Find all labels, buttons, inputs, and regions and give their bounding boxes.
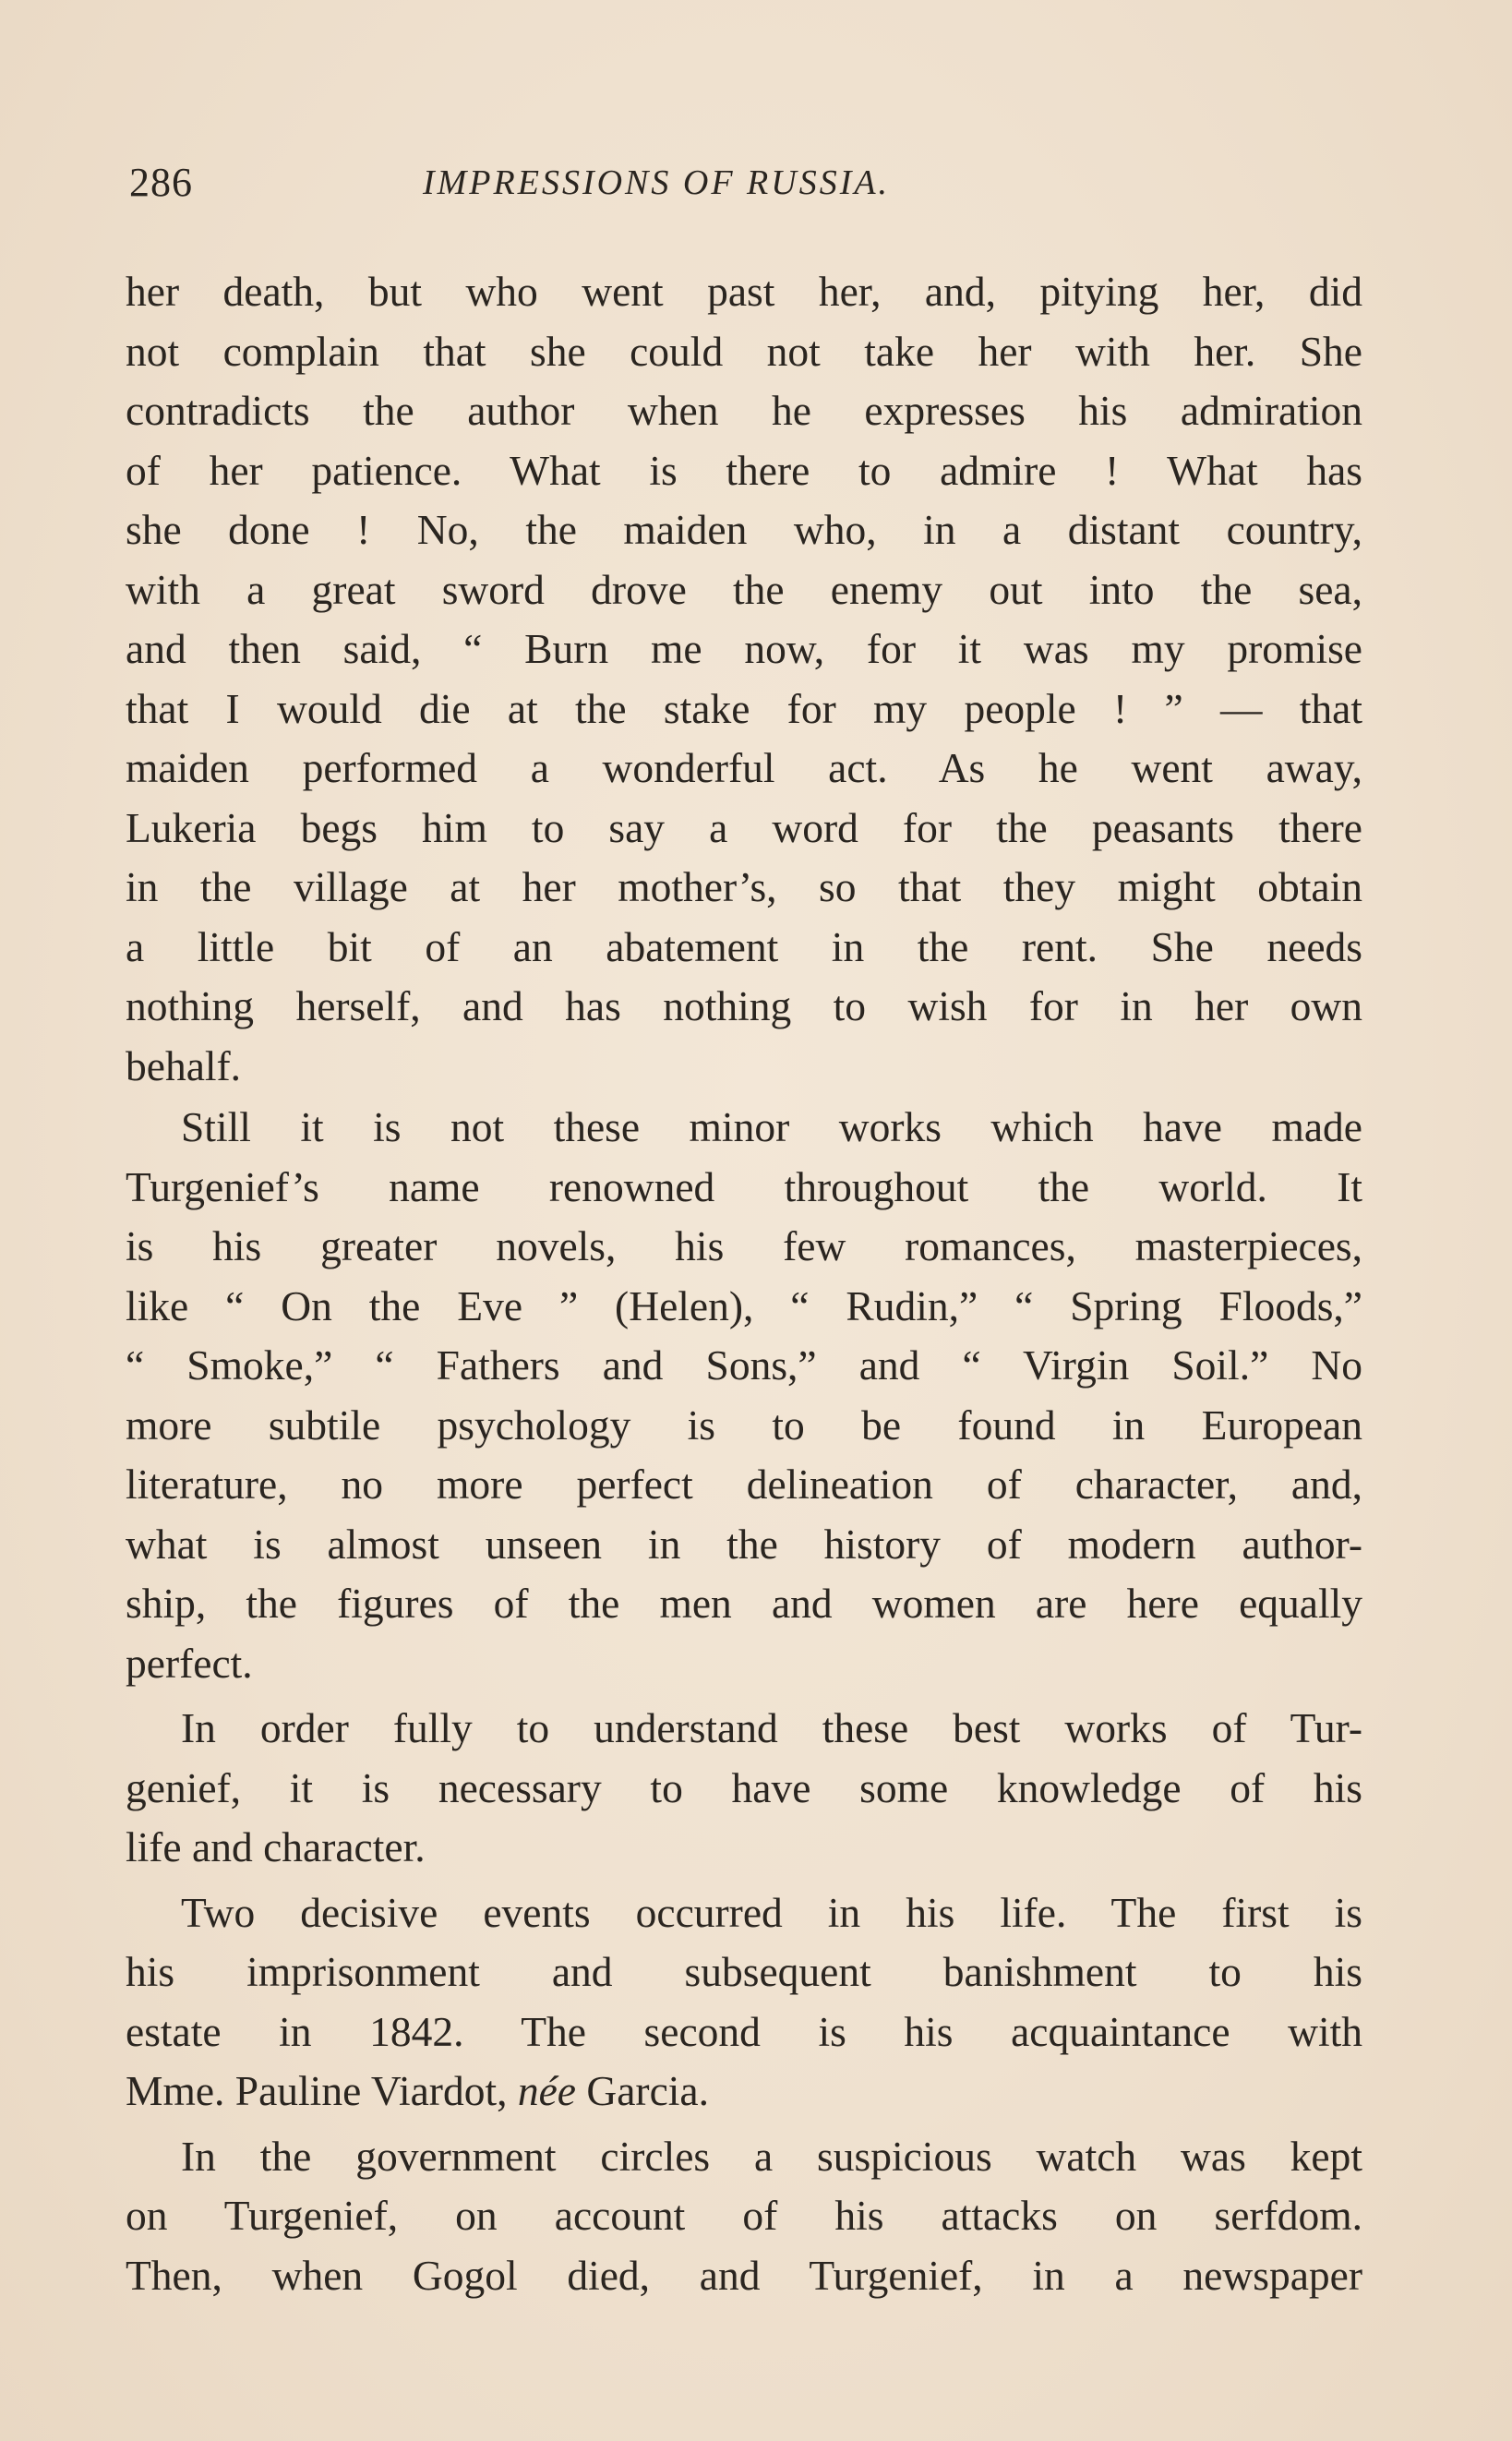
running-title: IMPRESSIONS OF RUSSIA. <box>423 163 891 202</box>
text-line: with a great sword drove the enemy out into the sea, <box>126 565 1362 613</box>
text-line: literature, no more perfect delineation of character, and, <box>126 1461 1362 1508</box>
paragraph <box>126 1699 1362 1878</box>
text-line: In order fully to understand these best works of Tur- <box>181 1704 1362 1751</box>
text-line: behalf. <box>126 1041 242 1089</box>
text-line: In the government circles a suspicious watch was kept <box>181 2132 1362 2180</box>
text-line: contradicts the author when he expresses his admiration <box>126 387 1362 434</box>
page-number: 286 <box>129 160 193 205</box>
paragraph <box>126 1098 1362 1693</box>
text-line: maiden performed a wonderful act. As he went away, <box>126 744 1362 791</box>
text-line: “ Smoke,” “ Fathers and Sons,” and “ Virgin Soil.” No <box>126 1341 1362 1389</box>
text-line: not complain that she could not take her with her. She <box>126 327 1362 375</box>
text-line: like “ On the Eve ” (Helen), “ Rudin,” “ Spring Floods,” <box>126 1281 1362 1329</box>
text-line: perfect. <box>126 1639 253 1687</box>
italic-word: née <box>517 2067 576 2114</box>
paragraph <box>126 262 1362 1096</box>
text-line: and then said, “ Burn me now, for it was my promise <box>126 625 1362 672</box>
text-line: that I would die at the stake for my people ! ” — that <box>126 684 1362 732</box>
text-line: Mme. Pauline Viardot, née Garcia. <box>126 2067 709 2114</box>
text-line: more subtile psychology is to be found in European <box>126 1401 1362 1449</box>
text-line: what is almost unseen in the history of modern author- <box>126 1520 1362 1568</box>
text-line: she done ! No, the maiden who, in a distant country, <box>126 506 1362 553</box>
text-line: is his greater novels, his few romances, masterpieces, <box>126 1222 1362 1269</box>
text-line: nothing herself, and has nothing to wish for in her own <box>126 982 1362 1029</box>
text-line: Two decisive events occurred in his life. The first is <box>181 1888 1362 1936</box>
text-line: of her patience. What is there to admire ! What has <box>126 446 1362 494</box>
text-line: Then, when Gogol died, and Turgenief, in a newspaper <box>126 2251 1362 2299</box>
text-line: a little bit of an abatement in the rent. She needs <box>126 922 1362 970</box>
text-line: Turgenief’s name renowned throughout the world. It <box>126 1162 1362 1210</box>
text-line: in the village at her mother’s, so that they might obtain <box>126 863 1362 910</box>
paragraph <box>126 2127 1362 2306</box>
text-line: ship, the figures of the men and women are here equally <box>126 1580 1362 1627</box>
text-line: on Turgenief, on account of his attacks on serfdom. <box>126 2192 1362 2239</box>
body-text <box>126 262 1362 2305</box>
paragraph <box>126 1883 1362 2122</box>
text-line: Lukeria begs him to say a word for the peasants there <box>126 803 1362 851</box>
running-head <box>126 155 1364 210</box>
text-line: Still it is not these minor works which have made <box>181 1103 1362 1150</box>
text-line: life and character. <box>126 1823 426 1870</box>
text-line: genief, it is necessary to have some knowledge of his <box>126 1763 1362 1811</box>
text-line: his imprisonment and subsequent banishment to his <box>126 1948 1362 1995</box>
text-line: her death, but who went past her, and, pitying her, did <box>126 268 1362 315</box>
text-line: estate in 1842. The second is his acquaintance with <box>126 2007 1362 2055</box>
